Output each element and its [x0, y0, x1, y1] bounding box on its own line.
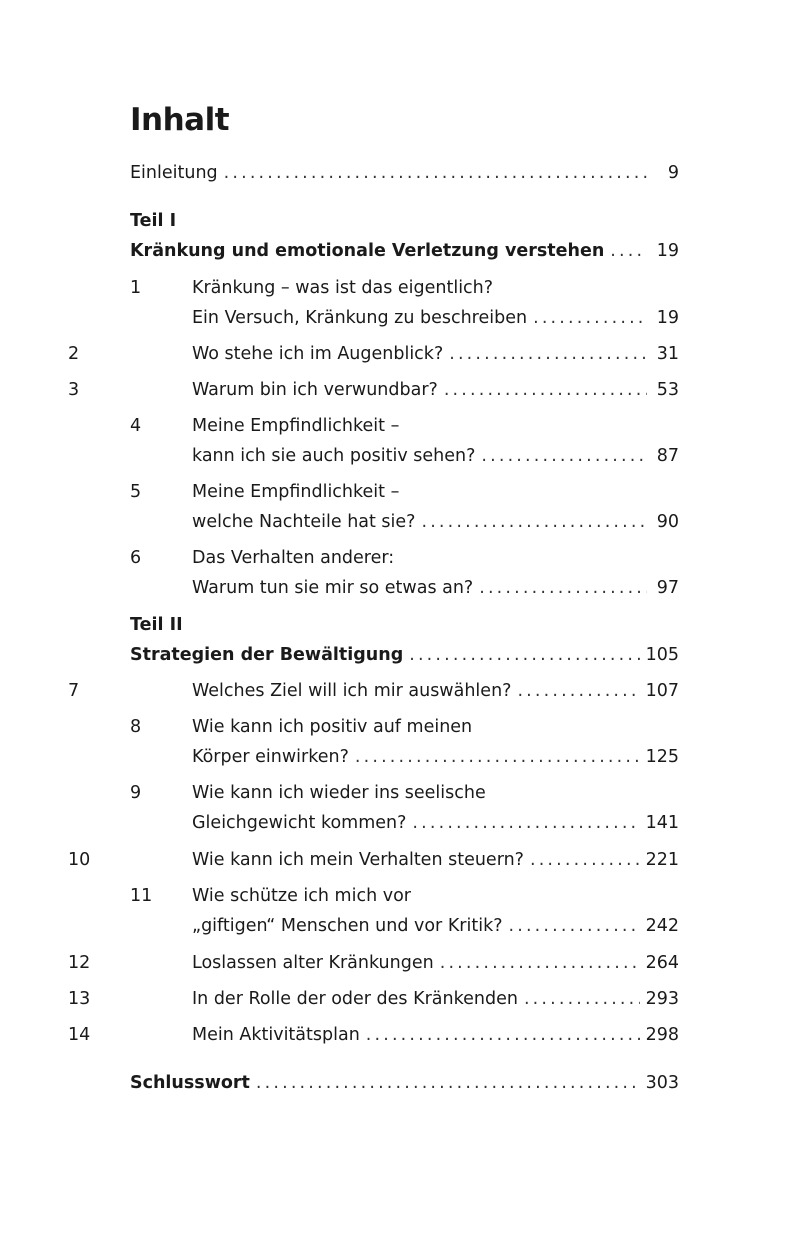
- part-title: Kränkung und emotionale Verletzung verstehen: [130, 241, 605, 261]
- toc-page-number: 107: [645, 681, 679, 701]
- chapter-number: 10: [68, 850, 91, 870]
- part-heading: Teil I: [130, 211, 177, 231]
- chapter-11-line-2: [130, 911, 679, 941]
- dot-leader: [449, 339, 647, 369]
- toc-page-number: 141: [645, 813, 679, 833]
- chapter-11-line-1: [130, 881, 679, 911]
- dot-leader: [366, 1020, 640, 1050]
- chapter-14: [68, 1020, 679, 1050]
- toc-page-number: 9: [667, 163, 679, 183]
- part-heading: Teil II: [130, 615, 183, 635]
- toc-entry-label: Schlusswort: [130, 1073, 250, 1093]
- dot-leader: [509, 911, 640, 941]
- chapter-title: Wie kann ich wieder ins seelische: [192, 783, 486, 803]
- chapter-4-line-1: [130, 411, 679, 441]
- toc-entry-intro: [130, 158, 679, 188]
- dot-leader: [412, 808, 639, 838]
- dot-leader: [533, 303, 647, 333]
- chapter-number: 8: [130, 717, 142, 737]
- chapter-title: Wie kann ich mein Verhalten steuern?: [192, 850, 524, 870]
- dot-leader: [409, 640, 639, 670]
- chapter-title: Wie kann ich positiv auf meinen: [192, 717, 473, 737]
- dot-leader: [355, 742, 640, 772]
- toc-page-number: 87: [656, 446, 679, 466]
- dot-leader: [610, 236, 647, 266]
- chapter-number: 14: [68, 1025, 91, 1045]
- chapter-1-line-1: [130, 273, 679, 303]
- toc-page-number: 19: [656, 241, 679, 261]
- chapter-title: In der Rolle der oder des Kränkenden: [192, 989, 518, 1009]
- chapter-10: [68, 845, 679, 875]
- part-title-entry: [130, 236, 679, 266]
- chapter-3: [68, 375, 679, 405]
- dot-leader: [481, 441, 647, 471]
- part-title-entry: [130, 640, 679, 670]
- chapter-title: Warum bin ich verwundbar?: [192, 380, 438, 400]
- toc-page-number: 105: [645, 645, 679, 665]
- toc-page-number: 221: [645, 850, 679, 870]
- dot-leader: [224, 158, 647, 188]
- chapter-8-line-2: [130, 742, 679, 772]
- chapter-5-line-2: [130, 507, 679, 537]
- toc-page-number: 242: [645, 916, 679, 936]
- chapter-title: Gleichgewicht kommen?: [192, 813, 407, 833]
- dot-leader: [440, 948, 640, 978]
- chapter-title: Wo stehe ich im Augenblick?: [192, 344, 444, 364]
- chapter-title: Körper einwirken?: [192, 747, 349, 767]
- chapter-title: kann ich sie auch positiv sehen?: [192, 446, 476, 466]
- chapter-number: 13: [68, 989, 91, 1009]
- toc-page-number: 19: [656, 308, 679, 328]
- chapter-1-line-2: [130, 303, 679, 333]
- toc-page-number: 303: [645, 1073, 679, 1093]
- chapter-2: [68, 339, 679, 369]
- chapter-number: 4: [130, 416, 142, 436]
- chapter-title: „giftigen“ Menschen und vor Kritik?: [192, 916, 503, 936]
- chapter-number: 1: [130, 278, 142, 298]
- chapter-title: Warum tun sie mir so etwas an?: [192, 578, 474, 598]
- chapter-number: 5: [130, 482, 142, 502]
- part-title: Strategien der Bewältigung: [130, 645, 404, 665]
- toc-entry-label: Einleitung: [130, 163, 218, 183]
- chapter-5-line-1: [130, 477, 679, 507]
- chapter-title: Kränkung – was ist das eigentlich?: [192, 278, 494, 298]
- page-title: Inhalt: [130, 102, 230, 138]
- chapter-8-line-1: [130, 712, 679, 742]
- toc-page-number: 125: [645, 747, 679, 767]
- dot-leader: [256, 1068, 640, 1098]
- chapter-12: [68, 948, 679, 978]
- chapter-title: Meine Empfindlichkeit –: [192, 416, 400, 436]
- chapter-number: 2: [68, 344, 80, 364]
- toc-entry-closing: [130, 1068, 679, 1098]
- toc-page-number: 31: [656, 344, 679, 364]
- dot-leader: [421, 507, 647, 537]
- chapter-number: 7: [68, 681, 80, 701]
- chapter-number: 3: [68, 380, 80, 400]
- chapter-title: Ein Versuch, Kränkung zu beschreiben: [192, 308, 528, 328]
- chapter-title: Mein Aktivitätsplan: [192, 1025, 360, 1045]
- dot-leader: [444, 375, 647, 405]
- chapter-number: 9: [130, 783, 142, 803]
- dot-leader: [530, 845, 640, 875]
- chapter-9-line-1: [130, 778, 679, 808]
- dot-leader: [524, 984, 640, 1014]
- chapter-title: Wie schütze ich mich vor: [192, 886, 411, 906]
- chapter-7: [68, 676, 679, 706]
- chapter-title: Welches Ziel will ich mir auswählen?: [192, 681, 512, 701]
- toc-page-number: 97: [656, 578, 679, 598]
- chapter-number: 6: [130, 548, 142, 568]
- chapter-title: Das Verhalten anderer:: [192, 548, 395, 568]
- chapter-6-line-2: [130, 573, 679, 603]
- chapter-number: 11: [130, 886, 153, 906]
- toc-page-number: 264: [645, 953, 679, 973]
- dot-leader: [517, 676, 639, 706]
- chapter-number: 12: [68, 953, 91, 973]
- toc-page-number: 53: [656, 380, 679, 400]
- chapter-13: [68, 984, 679, 1014]
- chapter-title: Loslassen alter Kränkungen: [192, 953, 434, 973]
- toc-page-number: 293: [645, 989, 679, 1009]
- chapter-9-line-2: [130, 808, 679, 838]
- chapter-title: welche Nachteile hat sie?: [192, 512, 416, 532]
- toc-page-number: 90: [656, 512, 679, 532]
- chapter-6-line-1: [130, 543, 679, 573]
- chapter-4-line-2: [130, 441, 679, 471]
- toc-page-number: 298: [645, 1025, 679, 1045]
- chapter-title: Meine Empfindlichkeit –: [192, 482, 400, 502]
- dot-leader: [479, 573, 647, 603]
